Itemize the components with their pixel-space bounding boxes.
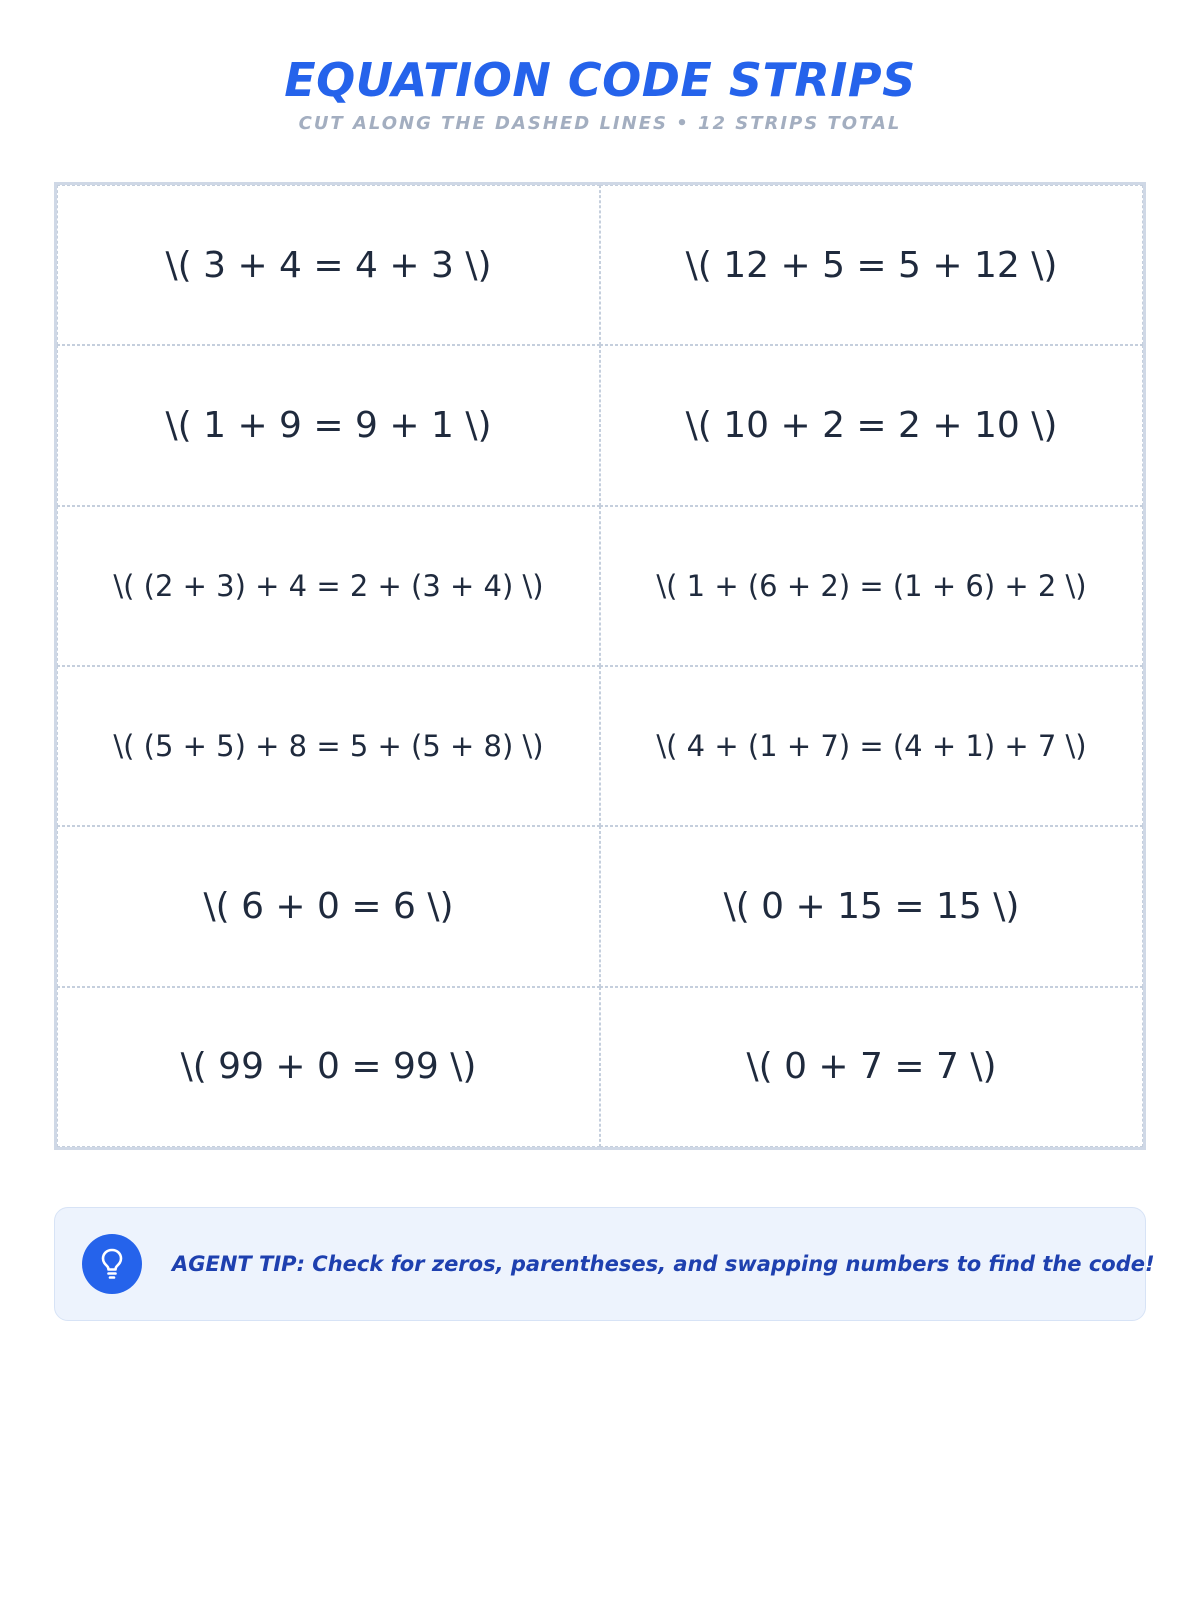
strip-8: \( 4 + (1 + 7) = (4 + 1) + 7 \): [600, 666, 1143, 826]
strip-3: \( 1 + 9 = 9 + 1 \): [57, 345, 600, 505]
strip-1: \( 3 + 4 = 4 + 3 \): [57, 185, 600, 345]
page-subtitle: CUT ALONG THE DASHED LINES • 12 STRIPS TOTAL: [298, 113, 902, 134]
strip-6: \( 1 + (6 + 2) = (1 + 6) + 2 \): [600, 506, 1143, 666]
strips-grid: [54, 182, 1146, 1150]
header: [0, 50, 1200, 136]
tip-text: AGENT TIP: Check for zeros, parentheses, and swapping numbers to find the code!: [172, 1252, 1155, 1276]
strip-11: \( 99 + 0 = 99 \): [57, 987, 600, 1147]
lightbulb-icon: [82, 1234, 142, 1294]
strip-2: \( 12 + 5 = 5 + 12 \): [600, 185, 1143, 345]
strip-4: \( 10 + 2 = 2 + 10 \): [600, 345, 1143, 505]
strip-7: \( (5 + 5) + 8 = 5 + (5 + 8) \): [57, 666, 600, 826]
strip-10: \( 0 + 15 = 15 \): [600, 826, 1143, 986]
strip-5: \( (2 + 3) + 4 = 2 + (3 + 4) \): [57, 506, 600, 666]
page-title: EQUATION CODE STRIPS: [284, 53, 916, 107]
agent-tip-box: [54, 1207, 1155, 1321]
strip-9: \( 6 + 0 = 6 \): [57, 826, 600, 986]
strip-12: \( 0 + 7 = 7 \): [600, 987, 1143, 1147]
